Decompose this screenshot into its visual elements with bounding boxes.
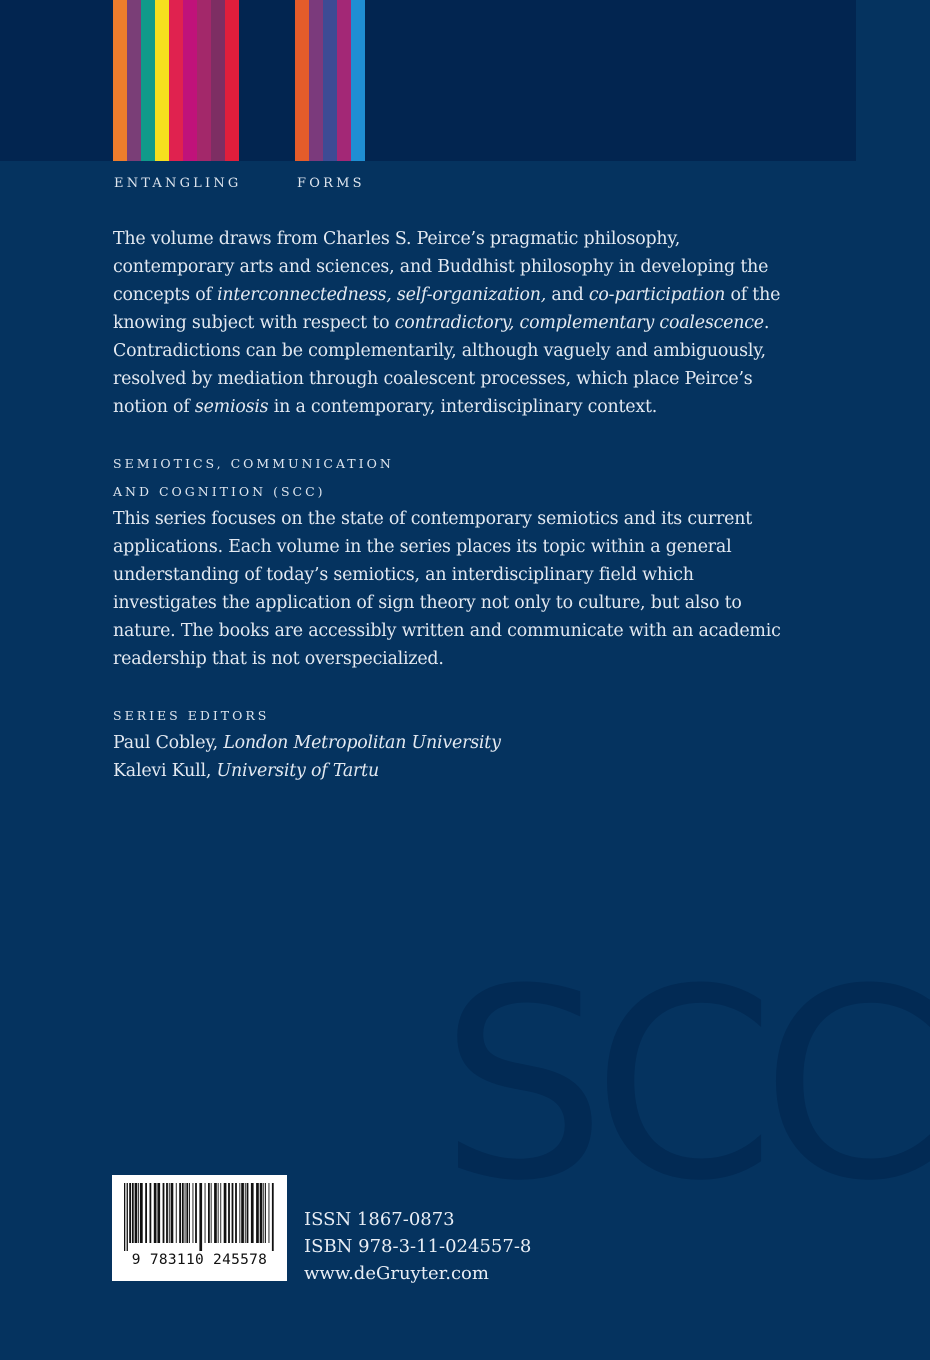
- barcode-bar: [140, 1183, 143, 1243]
- editor-affiliation: University of Tartu: [216, 761, 379, 781]
- barcode-bar: [211, 1183, 212, 1243]
- barcode-bar: [247, 1183, 249, 1243]
- barcode-bar: [171, 1183, 174, 1243]
- barcode-bar: [272, 1183, 274, 1251]
- description-emphasis: interconnectedness, self-organization,: [217, 285, 547, 305]
- barcode-bar: [163, 1183, 165, 1243]
- description-emphasis: contradictory, complementary coalescence: [394, 313, 764, 333]
- barcode-bar: [251, 1183, 254, 1243]
- barcode-bar: [124, 1183, 125, 1251]
- color-stripe: [183, 0, 197, 161]
- editor-name: Paul Cobley,: [113, 733, 224, 753]
- barcode-bar: [138, 1183, 139, 1243]
- editor-entry: [113, 729, 501, 757]
- color-stripes-left: [113, 0, 239, 161]
- color-stripe: [113, 0, 127, 161]
- barcode-bar: [199, 1183, 202, 1251]
- color-stripe: [197, 0, 211, 161]
- description-text: in a contemporary, interdisciplinary context.: [268, 397, 658, 417]
- title-word-entangling: ENTANGLING: [114, 176, 242, 191]
- barcode-bar: [195, 1183, 197, 1243]
- barcode-bar: [256, 1183, 259, 1243]
- barcode-bar: [193, 1183, 194, 1243]
- barcode-bar: [205, 1183, 206, 1243]
- barcode-bar: [129, 1183, 131, 1243]
- color-stripe: [309, 0, 323, 161]
- barcode-bar: [135, 1183, 138, 1243]
- editor-name: Kalevi Kull,: [113, 761, 217, 781]
- description-emphasis: co-participation: [588, 285, 726, 305]
- isbn-number: ISBN 978-3-11-024557-8: [304, 1236, 532, 1257]
- barcode-bar: [145, 1183, 147, 1243]
- color-stripe: [141, 0, 155, 161]
- description-text: and: [546, 285, 589, 305]
- color-stripe: [225, 0, 239, 161]
- barcode-bar: [154, 1183, 157, 1243]
- barcode-bar: [220, 1183, 221, 1243]
- barcode-bar: [265, 1183, 266, 1243]
- description-text: The volume draws from Charles S. Peirce’s pragmatic philosophy, contemporary arts and sciences, and Buddhist philosophy in developing the concepts of: [113, 229, 769, 305]
- barcode-bar: [189, 1183, 190, 1243]
- barcode-bar: [169, 1183, 170, 1243]
- barcode-bar: [179, 1183, 181, 1243]
- barcode-bar: [214, 1183, 217, 1243]
- color-stripes-right: [295, 0, 365, 161]
- publisher-website[interactable]: www.deGruyter.com: [304, 1263, 489, 1284]
- barcode-bar: [269, 1183, 270, 1243]
- barcode-bar: [182, 1183, 184, 1243]
- description-text: of the knowing subject with respect to: [113, 285, 781, 333]
- barcode-bar: [157, 1183, 160, 1243]
- series-heading-line1: SEMIOTICS, COMMUNICATION: [113, 456, 394, 471]
- barcode-bar: [127, 1183, 128, 1251]
- barcode-digits: 9 783110 245578: [131, 1252, 268, 1268]
- color-stripe: [351, 0, 365, 161]
- issn-number: ISSN 1867-0873: [304, 1209, 455, 1230]
- series-logo-watermark: SCC: [440, 933, 930, 1238]
- barcode-bar: [150, 1183, 152, 1243]
- barcode-bar: [132, 1183, 134, 1243]
- barcode-bar: [239, 1183, 240, 1243]
- color-stripe: [127, 0, 141, 161]
- title-word-forms: FORMS: [297, 176, 365, 191]
- barcode-bar: [263, 1183, 264, 1243]
- color-stripe: [169, 0, 183, 161]
- barcode-bars: [123, 1183, 276, 1251]
- barcode-bar: [245, 1183, 246, 1243]
- color-stripe: [155, 0, 169, 161]
- series-heading-line2: AND COGNITION (SCC): [113, 484, 326, 499]
- barcode-bar: [185, 1183, 186, 1243]
- barcode-bar: [260, 1183, 263, 1243]
- series-editors-heading: SERIES EDITORS: [113, 708, 270, 723]
- series-description: This series focuses on the state of contemporary semiotics and its current applications. Each volume in the series places its topic within a general understanding of today’s semiotics, an interdisciplinary field which investigates the application of sign theory not only to culture, but also to nature. The books are accessibly written and communicate with an academic readership that is not overspecialized.: [113, 509, 781, 669]
- barcode-bar: [224, 1183, 227, 1243]
- barcode: [112, 1175, 287, 1281]
- book-description: [113, 225, 793, 421]
- barcode-bar: [232, 1183, 234, 1243]
- barcode-bar: [176, 1183, 177, 1243]
- barcode-bar: [235, 1183, 237, 1243]
- color-stripe: [295, 0, 309, 161]
- barcode-bar: [241, 1183, 244, 1243]
- color-stripe: [211, 0, 225, 161]
- color-stripe: [323, 0, 337, 161]
- description-emphasis: semiosis: [194, 397, 269, 417]
- barcode-bar: [218, 1183, 219, 1243]
- barcode-bar: [228, 1183, 230, 1243]
- barcode-bar: [186, 1183, 188, 1243]
- editor-entry: [113, 757, 379, 785]
- editor-affiliation: London Metropolitan University: [223, 733, 501, 753]
- barcode-bar: [208, 1183, 210, 1243]
- color-stripe: [337, 0, 351, 161]
- barcode-bar: [166, 1183, 168, 1243]
- description-text: . Contradictions can be complementarily, although vaguely and ambiguously, resolved by mediation through coalescent processes, which place Peirce’s notion of: [113, 313, 770, 417]
